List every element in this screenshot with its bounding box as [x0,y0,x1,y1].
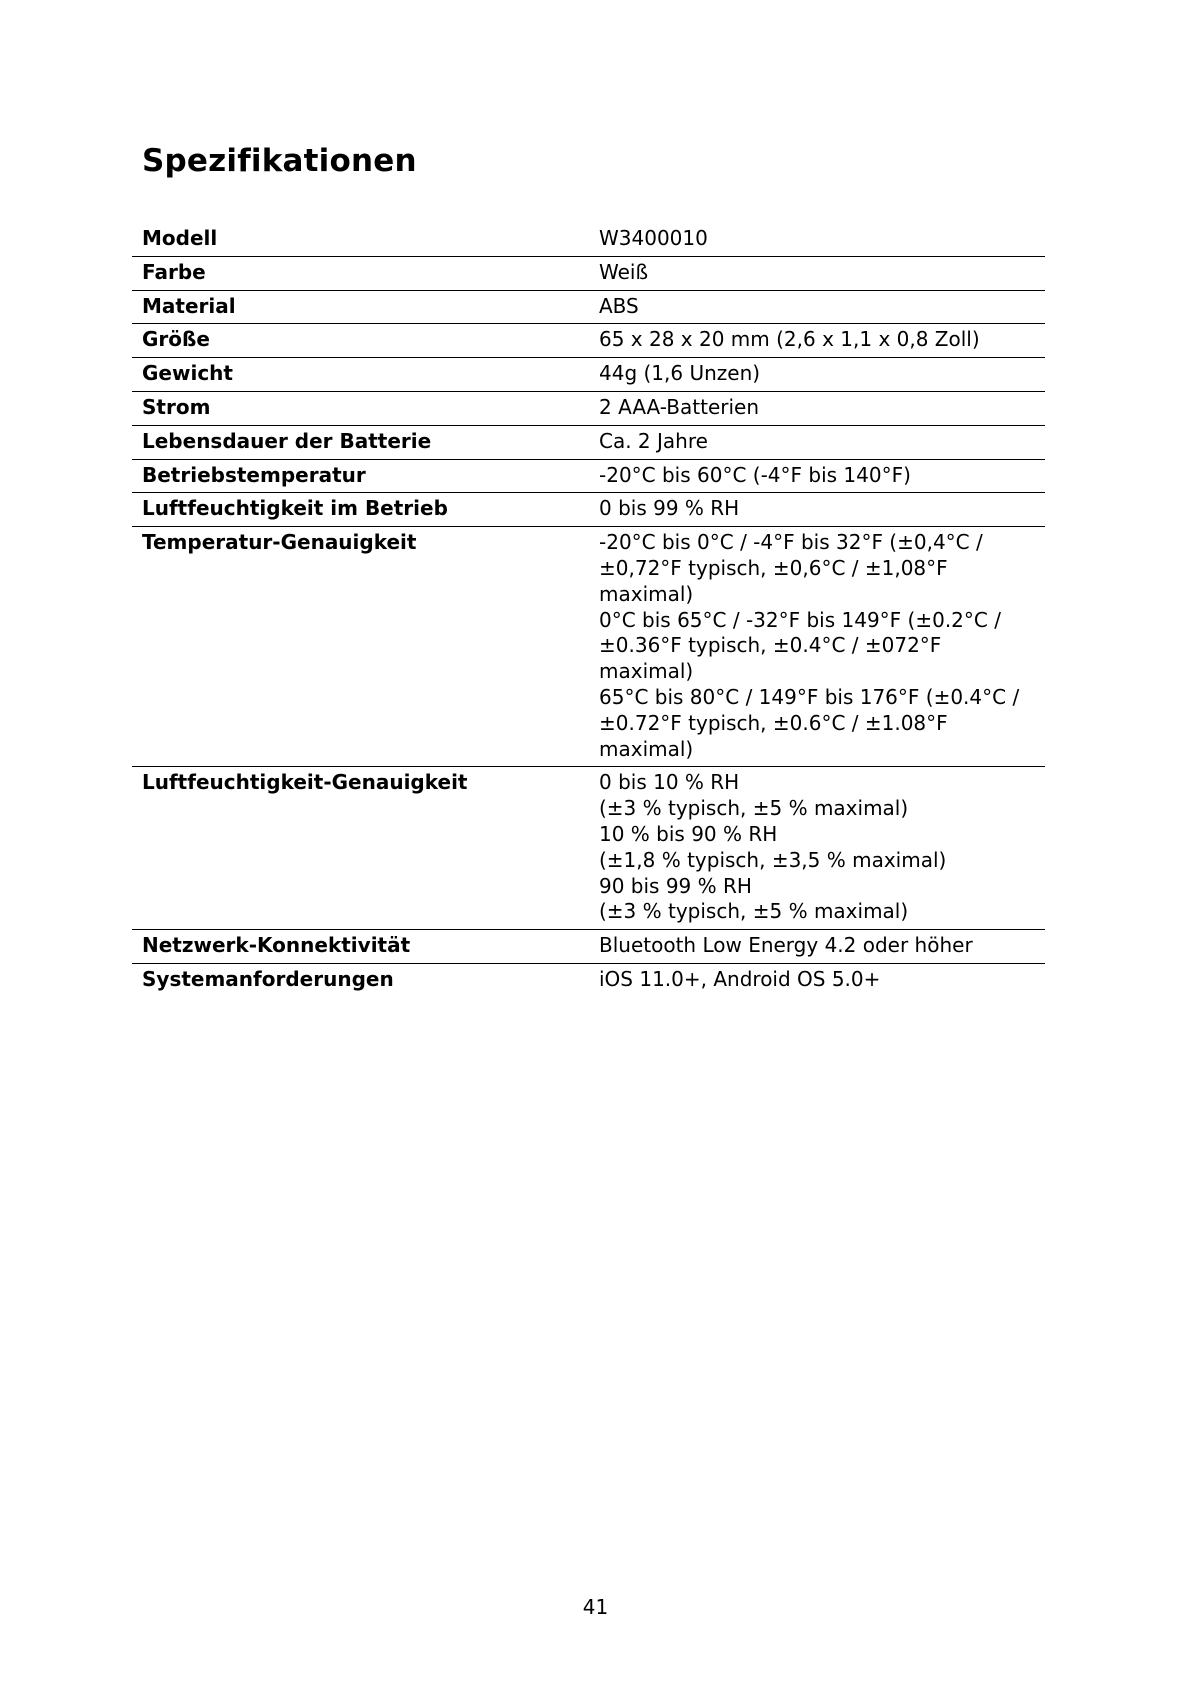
spec-value [599,358,1045,392]
spec-value [599,223,1045,256]
spec-value-line: ±0.72°F typisch, ±0.6°C / ±1.08°F [599,710,948,735]
page-title: Spezifikationen [142,143,417,179]
spec-value [599,767,1045,930]
spec-value-line: 65°C bis 80°C / 149°F bis 176°F (±0.4°C / [599,684,1020,709]
spec-label: Lebensdauer der Batterie [132,425,599,459]
spec-row [132,223,1045,256]
spec-row [132,963,1045,996]
spec-value-line: ±0.36°F typisch, ±0.4°C / ±072°F [599,633,942,658]
spec-label: Luftfeuchtigkeit-Genauigkeit [132,767,599,930]
spec-value-line: 90 bis 99 % RH [599,873,752,898]
spec-value-line: 0°C bis 65°C / -32°F bis 149°F (±0.2°C / [599,607,1001,632]
spec-value-line: 44g (1,6 Unzen) [599,361,761,386]
spec-row [132,767,1045,930]
spec-value-line: W3400010 [599,226,708,250]
spec-label: Temperatur-Genauigkeit [132,527,599,767]
spec-label: Farbe [132,256,599,290]
spec-row [132,256,1045,290]
spec-label: Modell [142,226,218,250]
spec-row [132,459,1045,493]
page-number: 41 [582,1595,609,1619]
spec-value-line: Weiß [599,259,649,284]
spec-value-line: maximal) [599,581,694,606]
spec-value-line: 0 bis 99 % RH [599,496,740,521]
spec-label: Material [132,290,599,324]
spec-row [132,324,1045,358]
spec-value-line: -20°C bis 0°C / -4°F bis 32°F (±0,4°C / [599,530,983,555]
spec-value-line: -20°C bis 60°C (-4°F bis 140°F) [599,462,911,487]
spec-value [599,963,1045,996]
spec-row [132,527,1045,767]
spec-value [599,493,1045,527]
spec-label: Größe [132,324,599,358]
spec-value [599,459,1045,493]
spec-value-line: 65 x 28 x 20 mm (2,6 x 1,1 x 0,8 Zoll) [599,327,980,352]
spec-value-line: 10 % bis 90 % RH [599,821,778,846]
spec-value-line: 2 AAA-Batterien [599,394,760,419]
spec-label: Strom [132,391,599,425]
spec-table-body [132,223,1045,997]
spec-value [599,527,1045,767]
spec-label: Luftfeuchtigkeit im Betrieb [132,493,599,527]
spec-value [599,930,1045,964]
spec-value-line: maximal) [599,736,694,761]
spec-value-line: ±0,72°F typisch, ±0,6°C / ±1,08°F [599,555,948,580]
spec-row [132,425,1045,459]
spec-label: Betriebstemperatur [132,459,599,493]
spec-row [132,493,1045,527]
spec-value-line: (±1,8 % typisch, ±3,5 % maximal) [599,847,947,872]
spec-table [132,223,1045,997]
spec-value [599,324,1045,358]
spec-value-line: Bluetooth Low Energy 4.2 oder höher [599,933,973,958]
spec-row [132,358,1045,392]
spec-value-line: Ca. 2 Jahre [599,428,708,453]
spec-value [599,256,1045,290]
spec-label: Systemanforderungen [132,963,599,996]
spec-label: Gewicht [132,358,599,392]
spec-value [599,391,1045,425]
spec-value-line: (±3 % typisch, ±5 % maximal) [599,899,909,924]
spec-value-line: 0 bis 10 % RH [599,770,740,795]
spec-value-line: maximal) [599,659,694,684]
spec-value-line: ABS [599,293,639,318]
spec-value-line: (±3 % typisch, ±5 % maximal) [599,796,909,821]
spec-value [599,425,1045,459]
spec-row [132,930,1045,964]
spec-label: Netzwerk-Konnektivität [132,930,599,964]
spec-value [599,290,1045,324]
spec-row [132,290,1045,324]
spec-value-line: iOS 11.0+, Android OS 5.0+ [599,966,881,991]
spec-row [132,391,1045,425]
